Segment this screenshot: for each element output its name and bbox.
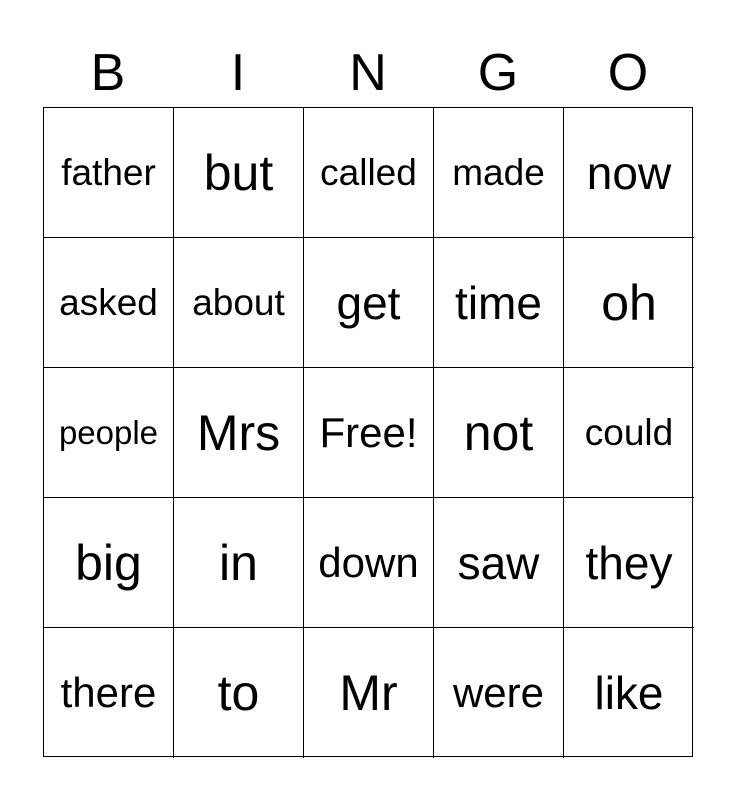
header-letter-i: I xyxy=(230,44,246,102)
header-letter-b: B xyxy=(90,44,126,102)
bingo-cell: but xyxy=(174,108,304,238)
bingo-cell: Mr xyxy=(304,628,434,758)
bingo-cell: to xyxy=(174,628,304,758)
bingo-cell: people xyxy=(44,368,174,498)
bingo-cell: called xyxy=(304,108,434,238)
bingo-cell: made xyxy=(434,108,564,238)
bingo-header xyxy=(43,42,693,104)
bingo-cell: in xyxy=(174,498,304,628)
bingo-cell: oh xyxy=(564,238,694,368)
bingo-cell: father xyxy=(44,108,174,238)
bingo-cell: now xyxy=(564,108,694,238)
bingo-cell: saw xyxy=(434,498,564,628)
bingo-cell: Mrs xyxy=(174,368,304,498)
bingo-cell: time xyxy=(434,238,564,368)
bingo-cell: there xyxy=(44,628,174,758)
bingo-cell: about xyxy=(174,238,304,368)
header-letter-g: G xyxy=(477,44,519,102)
header-letter-o: O xyxy=(607,44,649,102)
bingo-cell: big xyxy=(44,498,174,628)
bingo-cell: could xyxy=(564,368,694,498)
bingo-cell: get xyxy=(304,238,434,368)
free-space-cell: Free! xyxy=(304,368,434,498)
bingo-cell: asked xyxy=(44,238,174,368)
header-letter-n: N xyxy=(349,44,387,102)
bingo-cell: down xyxy=(304,498,434,628)
bingo-cell: were xyxy=(434,628,564,758)
bingo-cell: they xyxy=(564,498,694,628)
bingo-cell: not xyxy=(434,368,564,498)
bingo-cell: like xyxy=(594,667,664,719)
bingo-board xyxy=(43,107,693,757)
